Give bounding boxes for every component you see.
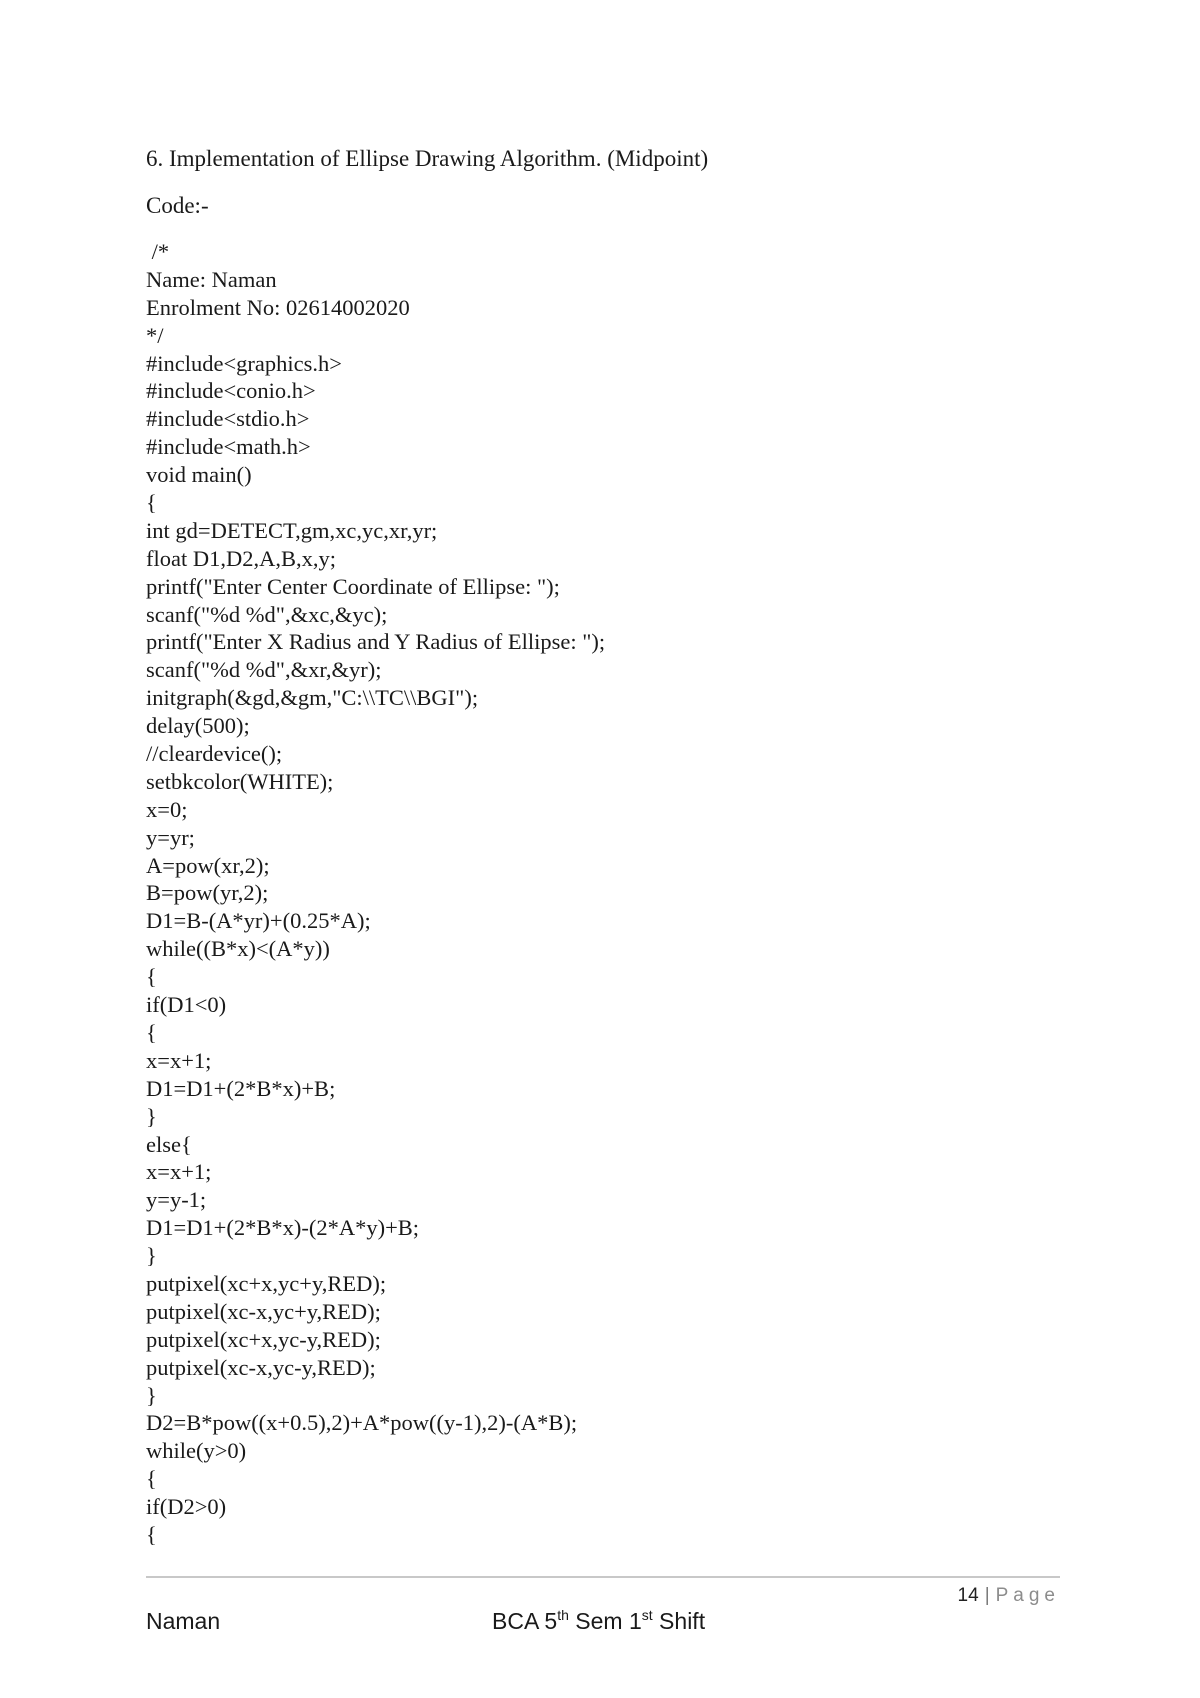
code-line: printf("Enter Center Coordinate of Ellipse: "); (146, 573, 560, 599)
page-number-separator: | (984, 1585, 990, 1606)
code-line: scanf("%d %d",&xc,&yc); (146, 601, 388, 627)
code-line: if(D2>0) (146, 1494, 227, 1520)
code-line: D1=D1+(2*B*x)-(2*A*y)+B; (146, 1215, 420, 1241)
code-label: Code:- (146, 193, 209, 218)
code-line: putpixel(xc-x,yc+y,RED); (146, 1298, 381, 1324)
code-line: if(D1<0) (146, 992, 227, 1018)
code-line: #include<conio.h> (146, 378, 316, 404)
code-line: { (146, 1019, 157, 1045)
code-listing (146, 238, 605, 1549)
course-part-2: Sem 1 (568, 1608, 642, 1634)
code-line: putpixel(xc+x,yc-y,RED); (146, 1326, 381, 1352)
code-line: } (146, 1103, 157, 1129)
code-line: initgraph(&gd,&gm,"C:\\TC\\BGI"); (146, 685, 479, 711)
code-line: D1=B-(A*yr)+(0.25*A); (146, 908, 371, 934)
code-line: y=y-1; (146, 1187, 207, 1213)
code-line: void main() (146, 462, 252, 488)
code-line: { (146, 490, 157, 516)
code-line: Enrolment No: 02614002020 (146, 294, 410, 320)
footer-divider (146, 1576, 1060, 1578)
code-line: else{ (146, 1131, 192, 1157)
footer-author: Naman (146, 1608, 221, 1634)
code-line: D1=D1+(2*B*x)+B; (146, 1075, 336, 1101)
page-number-label (958, 1583, 1060, 1609)
code-line: { (146, 1521, 157, 1547)
code-line: x=x+1; (146, 1159, 212, 1185)
code-line: printf("Enter X Radius and Y Radius of Ellipse: "); (146, 629, 606, 655)
code-line: */ (146, 322, 164, 348)
code-line: y=yr; (146, 824, 195, 850)
code-line: putpixel(xc+x,yc+y,RED); (146, 1270, 387, 1296)
code-line: #include<math.h> (146, 434, 311, 460)
code-line: D2=B*pow((x+0.5),2)+A*pow((y-1),2)-(A*B); (146, 1410, 578, 1436)
course-sup-1: th (557, 1607, 569, 1623)
code-line: /* (146, 239, 170, 264)
code-line: while((B*x)<(A*y)) (146, 936, 330, 962)
code-line: } (146, 1382, 157, 1408)
code-line: #include<graphics.h> (146, 350, 342, 376)
code-line: { (146, 1466, 157, 1492)
document-heading: 6. Implementation of Ellipse Drawing Algorithm. (Midpoint) (146, 146, 709, 171)
code-line: x=0; (146, 796, 188, 822)
page-word: Page (995, 1585, 1060, 1606)
code-line: int gd=DETECT,gm,xc,yc,xr,yr; (146, 517, 438, 543)
code-line: float D1,D2,A,B,x,y; (146, 545, 336, 571)
code-line: while(y>0) (146, 1438, 247, 1464)
code-line: //cleardevice(); (146, 741, 283, 767)
code-line: } (146, 1243, 157, 1269)
code-line: x=x+1; (146, 1047, 212, 1073)
course-part-1: BCA 5 (492, 1608, 558, 1634)
page-number: 14 (957, 1585, 979, 1606)
footer-course (492, 1606, 705, 1636)
course-sup-2: st (641, 1607, 653, 1623)
code-line: setbkcolor(WHITE); (146, 768, 334, 794)
code-line: B=pow(yr,2); (146, 880, 269, 906)
code-line: putpixel(xc-x,yc-y,RED); (146, 1354, 376, 1380)
code-line: scanf("%d %d",&xr,&yr); (146, 657, 382, 683)
code-line: A=pow(xr,2); (146, 852, 270, 878)
course-part-3: Shift (652, 1608, 706, 1634)
code-line: #include<stdio.h> (146, 406, 310, 432)
code-line: delay(500); (146, 713, 250, 739)
code-line: { (146, 964, 157, 990)
code-line: Name: Naman (146, 266, 277, 292)
